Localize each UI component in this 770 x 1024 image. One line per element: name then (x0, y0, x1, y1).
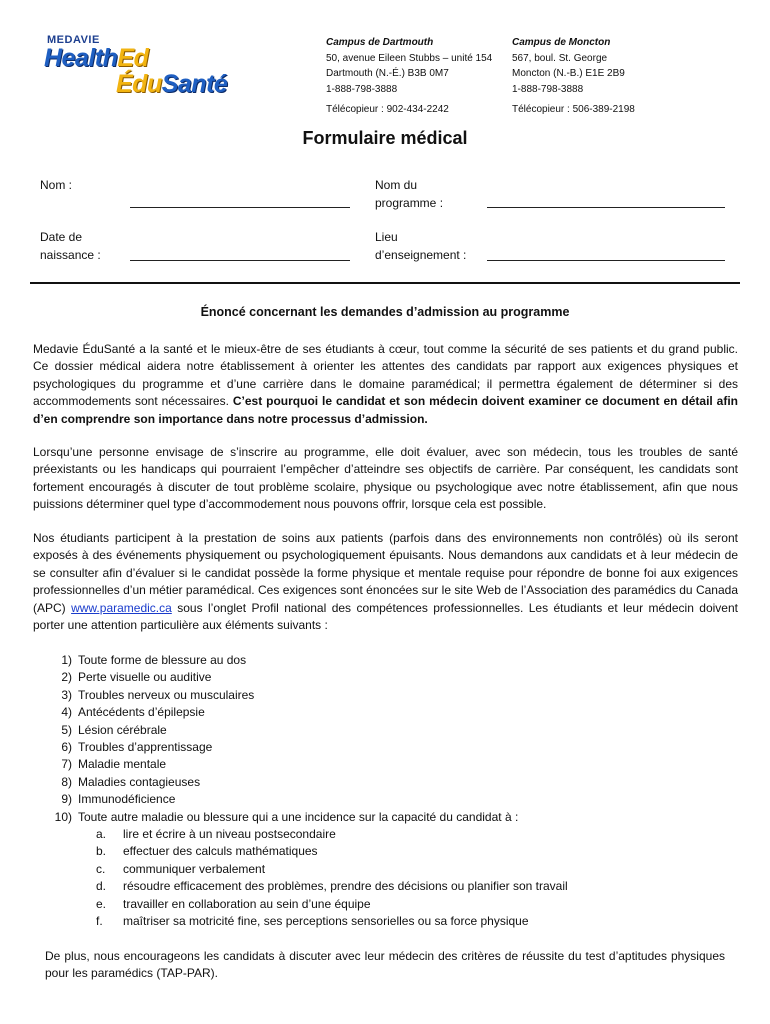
sublist-item (52, 861, 742, 878)
sublist-text: communiquer verbalement (123, 861, 266, 876)
logo-top-text: MEDAVIE (47, 34, 100, 46)
list-number: 1) (61, 653, 72, 667)
sublist-item (52, 843, 742, 860)
sublist-letter: c. (96, 861, 106, 876)
sublist-text: travailler en collaboration au sein d’une équipe (123, 896, 371, 911)
list-number: 4) (61, 705, 72, 720)
campus-dartmouth-block (326, 35, 492, 118)
nom-field-line[interactable] (130, 207, 350, 208)
list-number: 10) (54, 809, 72, 824)
section-title: Énoncé concernant les demandes d’admission au programme (200, 305, 570, 319)
logo-line-2 (116, 70, 227, 99)
campus-dartmouth-title: Campus de Dartmouth (326, 37, 434, 48)
sublist-item (52, 826, 742, 843)
naissance-label-line2: naissance : (40, 248, 101, 262)
list-number: 7) (61, 757, 72, 772)
campus-dartmouth-address2: Dartmouth (N.-É.) B3B 0M7 (326, 68, 449, 79)
naissance-label (40, 228, 101, 264)
programme-label-line1: Nom du (375, 178, 418, 192)
list-text: Troubles nerveux ou musculaires (78, 687, 255, 702)
list-text: Immunodéficience (78, 792, 176, 807)
sublist-text: résoudre efficacement des problèmes, prendre des décisions ou planifier son travail (123, 879, 568, 894)
lieu-field-line[interactable] (487, 260, 725, 261)
requirements-list (52, 652, 742, 931)
campus-moncton-address1: 567, boul. St. George (512, 52, 608, 64)
list-text: Antécédents d’épilepsie (78, 705, 205, 720)
logo-line-1 (44, 44, 148, 73)
campus-dartmouth-phone: 1-888-798-3888 (326, 83, 398, 95)
nom-label: Nom : (40, 178, 73, 192)
list-item (52, 687, 742, 704)
logo-sante: Santé (161, 70, 228, 98)
programme-field-line[interactable] (487, 207, 725, 208)
campus-moncton-fax: Télécopieur : 506-389-2198 (512, 104, 635, 115)
sublist-letter: b. (96, 844, 107, 859)
paramedic-link[interactable]: www.paramedic.ca (71, 600, 172, 615)
logo-ed: Ed (117, 44, 149, 72)
paragraph-3-text: Nos étudiants participent à la prestation de soins aux patients (parfois dans des environnements non contrôlés) où ils seront exposés à des événements physiquement ou psychologiquement épuisants. Nous demandons aux candidats et à leur médecin de se consulter afin d’évaluer si le candidat possède la forme physique et mentale requise pour répondre de bonne foi aux exigences professionnelles d’un métier paramédical. Ces exigences sont énoncées sur le site Web de l’Association des paramédics du Canada (APC) (33, 531, 738, 615)
sublist-item (52, 878, 742, 895)
sublist-item (52, 913, 742, 930)
list-number: 3) (61, 687, 72, 702)
campus-moncton-block (512, 35, 635, 118)
sublist-letter: f. (96, 914, 103, 929)
list-text: Toute autre maladie ou blessure qui a une incidence sur la capacité du candidat à : (78, 809, 519, 824)
sublist-item (52, 896, 742, 913)
campus-moncton-address2: Moncton (N.-B.) E1E 2B9 (512, 68, 625, 79)
list-text: Maladie mentale (78, 757, 167, 772)
list-item (52, 756, 742, 773)
list-number: 5) (61, 722, 72, 737)
campus-moncton-title: Campus de Moncton (512, 37, 611, 48)
campus-dartmouth-address1: 50, avenue Eileen Stubbs – unité 154 (326, 52, 493, 64)
list-text: Troubles d’apprentissage (78, 740, 213, 755)
programme-label (375, 176, 443, 212)
paragraph-1 (33, 341, 738, 428)
list-item (52, 722, 742, 739)
list-item (52, 774, 742, 791)
list-text: Toute forme de blessure au dos (78, 653, 247, 667)
list-number: 2) (61, 670, 72, 685)
sublist-letter: d. (96, 879, 107, 894)
list-item (52, 669, 742, 686)
list-number: 8) (61, 774, 72, 789)
list-text: Maladies contagieuses (78, 774, 201, 789)
sublist-text: lire et écrire à un niveau postsecondaire (123, 827, 336, 842)
sublist-letter: a. (96, 827, 107, 842)
campus-moncton-phone: 1-888-798-3888 (512, 83, 584, 95)
logo-edu: Édu (116, 70, 162, 98)
paragraph-2: Lorsqu’une personne envisage de s’inscrire au programme, elle doit évaluer, avec son médecin, tous les troubles de santé préexistants ou les handicaps qui pourraient l’empêcher d’atteindre ses objectifs de carrière. Par conséquent, les candidats sont fortement encouragés à discuter de tout problème scolaire, physique ou psychologique avec notre établissement, afin que nous puissions déterminer quel type d’accommodement nous pouvons offrir, lorsque cela est possible. (33, 445, 738, 512)
logo-health: Health (44, 44, 118, 72)
campus-dartmouth-fax: Télécopieur : 902-434-2242 (326, 104, 449, 115)
naissance-label-line1: Date de (40, 230, 83, 244)
list-number: 9) (61, 792, 72, 807)
programme-label-line2: programme : (375, 196, 444, 210)
paragraph-3-text-end: sous l’onglet Profil national des compétences professionnelles. Les étudiants et leur médecin doivent porter une attention particulière aux éléments suivants : (33, 600, 738, 633)
paragraph-1-bold: C’est pourquoi le candidat et son médecin doivent examiner ce document en détail afin d’en comprendre son importance dans notre processus d’admission. (33, 394, 739, 426)
section-divider (30, 282, 740, 284)
sublist-text: effectuer des calculs mathématiques (123, 844, 318, 859)
list-item (52, 739, 742, 756)
list-text: Lésion cérébrale (78, 722, 167, 737)
paragraph-1-text: Medavie ÉduSanté a la santé et le mieux-être de ses étudiants à cœur, tout comme la sécurité de ses patients et du grand public. Ce dossier médical aidera notre établissement à orienter les attentes des candidats par rapport aux exigences physiques et psychologiques du programme et d’une carrière dans le domaine paramédical; il permettra également de déterminer si des accommodements sont nécessaires. (33, 342, 738, 409)
list-item (52, 652, 742, 669)
naissance-field-line[interactable] (130, 260, 350, 261)
lieu-label-line2: d’enseignement : (375, 248, 467, 262)
list-text: Perte visuelle ou auditive (78, 670, 212, 685)
page-title: Formulaire médical (302, 128, 468, 148)
medavie-healthed-logo (44, 34, 244, 104)
list-item (52, 809, 742, 826)
lieu-label (375, 228, 466, 264)
lieu-label-line1: Lieu (375, 230, 398, 244)
list-item (52, 791, 742, 808)
sublist-text: maîtriser sa motricité fine, ses perceptions sensorielles ou sa force physique (123, 914, 529, 929)
list-item (52, 704, 742, 721)
paragraph-3 (33, 530, 738, 634)
list-number: 6) (61, 740, 72, 755)
paragraph-4: De plus, nous encourageons les candidats à discuter avec leur médecin des critères de réussite du test d’aptitudes physiques pour les paramédics (TAP-PAR). (45, 949, 725, 981)
sublist-letter: e. (96, 896, 107, 911)
